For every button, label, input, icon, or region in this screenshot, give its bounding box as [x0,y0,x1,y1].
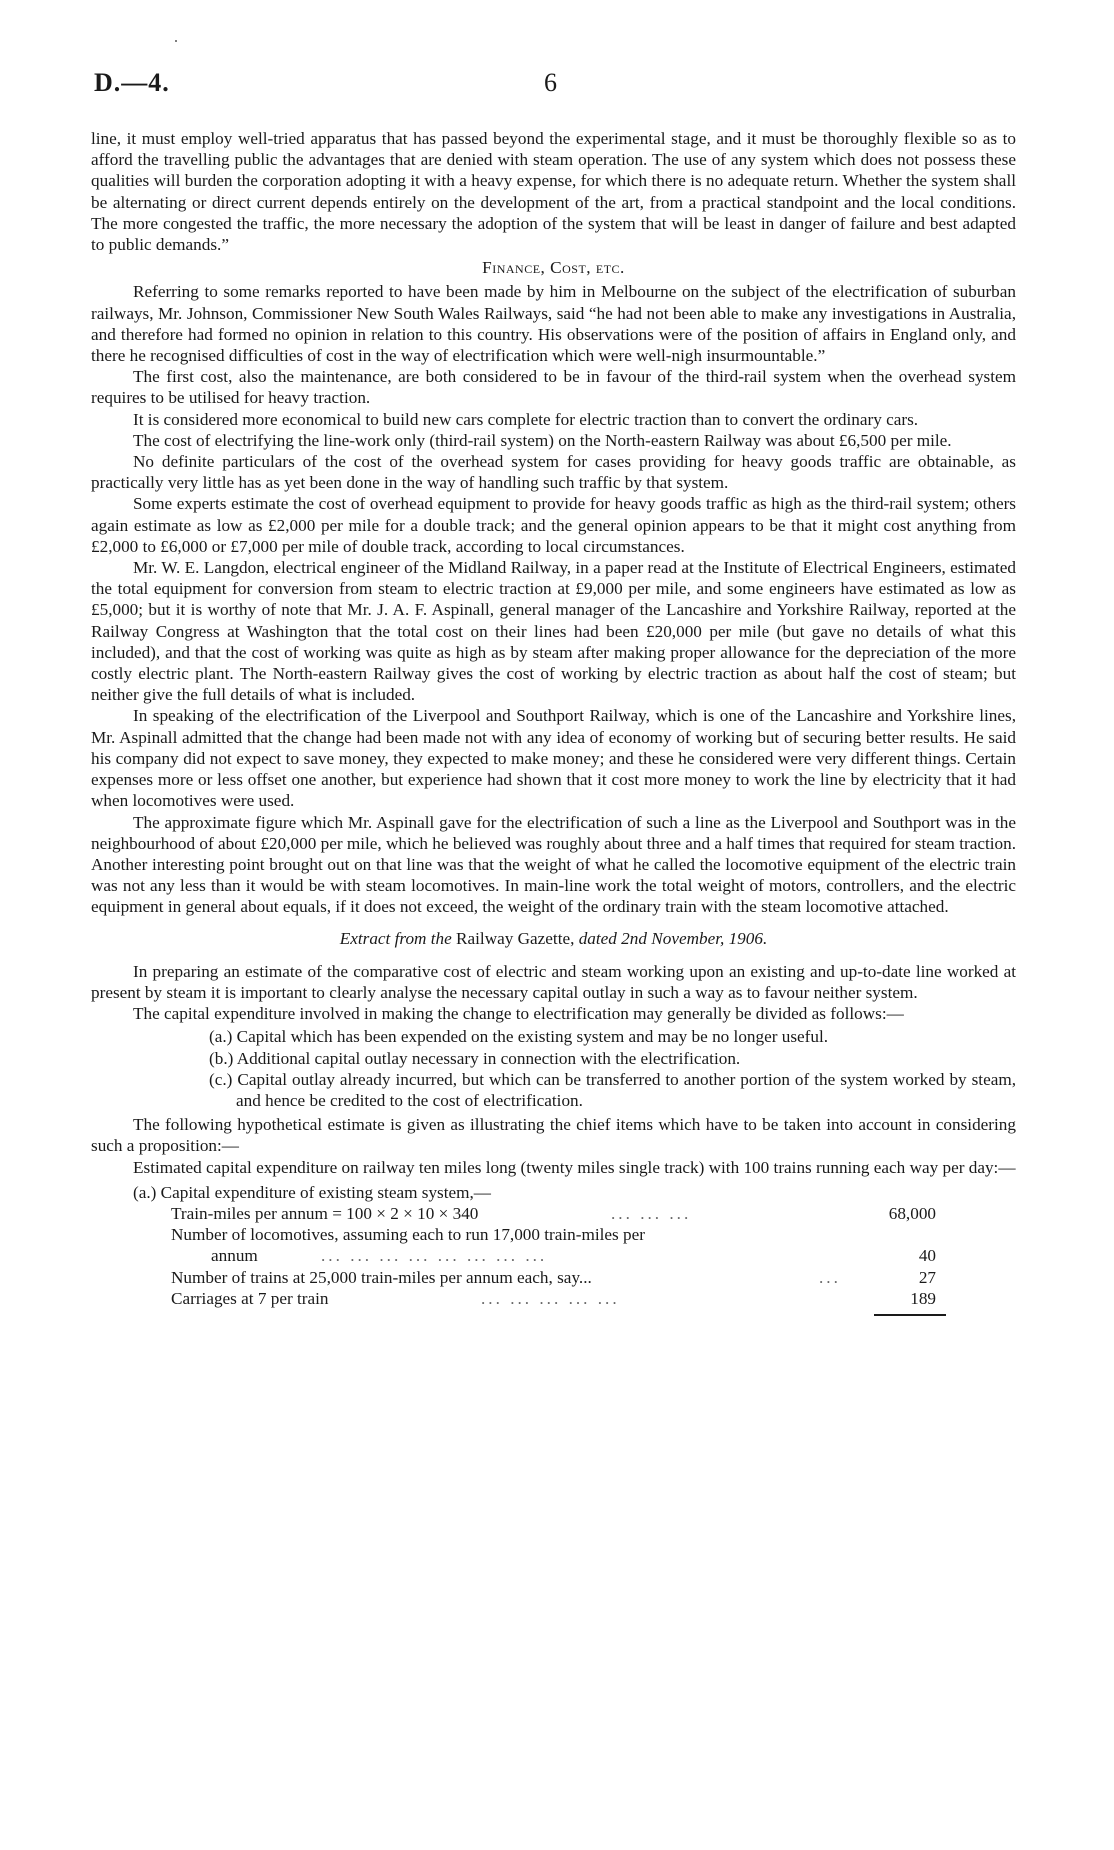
paragraph: The following hypothetical estimate is given as illustrating the chief items which have to be taken into account in considering such a proposition:— [91,1115,1016,1156]
estimate-caption: (a.) Capital expenditure of existing steam system,— [133,1182,491,1202]
paragraph: The first cost, also the maintenance, are both considered to be in favour of the third-rail system when the overhead system requires to be utilised for heavy traction. [91,367,1016,408]
estimate-row [91,1224,1016,1245]
estimate-row [91,1203,1016,1224]
paragraph: The cost of electrifying the line-work only (third-rail system) on the North-eastern Railway was about £6,500 per mile. [133,430,952,450]
paragraph: Mr. W. E. Langdon, electrical engineer of the Midland Railway, in a paper read at the Institute of Electrical Engineers, estimated the total equipment for conversion from steam to electric traction at £9,000 per mile, and some engineers have estimated as low as £5,000; but it is worthy of note that Mr. J. A. F. Aspinall, general manager of the Lancashire and Yorkshire Railway, reported at the Railway Congress at Washington that the total cost on their lines had been £20,000 per mile (but gave no details of what this included), and that the cost of working was quite as high as by steam after making proper allowance for the depreciation of the more costly electric plant. The North-eastern Railway gives the cost of working by electric traction as about half the cost of steam; but neither give the full details of what is included. [91,558,1016,705]
list-item: (a.) Capital which has been expended on the existing system and may be no longer useful. [209,1027,829,1047]
paragraph: Estimated capital expenditure on railway ten miles long (twenty miles single track) with 100 trains running each way per day:— [133,1157,1016,1177]
list-item: (c.) Capital outlay already incurred, but which can be transferred to another portion of the system worked by steam, and hence be credited to the cost of electrification. [209,1069,1017,1110]
paragraph: In preparing an estimate of the comparative cost of electric and steam working upon an existing and up-to-date line worked at present by steam it is important to clearly analyse the necessary capital outlay in such a way as to favour neither system. [91,961,1016,1002]
paragraph: No definite particulars of the cost of the overhead system for cases providing for heavy goods traffic are obtainable, as practically very little has as yet been done in the way of handling such traffic by that system. [91,452,1016,493]
extract-lead: Extract from the [339,928,452,948]
estimate-row [91,1267,1016,1288]
page-number: 6 [544,68,557,97]
paragraph: The approximate figure which Mr. Aspinall gave for the electrification of such a line as the Liverpool and Southport was in the neighbourhood of about £20,000 per mile, which he believed was roughly about three and a half times that required for steam traction. Another interesting point brought out on that line was that the weight of what he called the locomotive equipment of the electric train was not any less than it would be with steam locomotives. In main-line work the total weight of motors, controllers, and the electric equipment in general about equals, if it does not exceed, the weight of the ordinary train with the steam locomotive attached. [91,812,1016,917]
section-heading: Finance, Cost, etc. [482,258,625,278]
row-label: annum [211,1246,258,1266]
paragraph: In speaking of the electrification of the Liverpool and Southport Railway, which is one of the Lancashire and Yorkshire lines, Mr. Aspinall admitted that the change had been made not with any idea of economy of working but of securing better results. He said his company did not expect to save money, they expected to make money; and these he considered were very different things. Certain expenses more or less offset one another, but experience had shown that it cost more money to work the line by electricity that it had when locomotives were used. [91,706,1016,811]
total-rule [874,1314,946,1316]
leader-dots: ... [819,1267,841,1287]
paragraph: Some experts estimate the cost of overhead equipment to provide for heavy goods traffic as high as the third-rail system; others again estimate as low as £2,000 per mile for a double track; and the general opinion appears to be that it might cost anything from £2,000 to £6,000 or £7,000 per mile of double track, according to local circumstances. [91,494,1016,556]
row-value: 40 [918,1246,936,1266]
extract-publication: Railway Gazette, [456,928,575,948]
estimate-row [91,1245,1016,1266]
intro-paragraph: line, it must employ well-tried apparatus that has passed beyond the experimental stage, and it must be thoroughly flexible so as to afford the travelling public the advantages that are denied with steam operation. The use of any system which does not possess these qualities will burden the corporation adopting it with a heavy expense, for which there is no adequate return. Whether the system shall be alternating or direct current depends entirely on the development of the art, from a practical standpoint and the local conditions. The more congested the traffic, the more necessary the adoption of the system that will be least in danger of failure and best adapted to public demands.” [91,129,1016,255]
paragraph: Referring to some remarks reported to have been made by him in Melbourne on the subject of the electrification of suburban railways, Mr. Johnson, Commissioner New South Wales Railways, said “he had not been able to make any investigations in Australia, and therefore had formed no opinion in relation to this country. His observations were of the position of affairs in England only, and there he recognised difficulties of cost in the way of electrification which were well-nigh insurmountable.” [91,282,1016,366]
capital-list [91,1026,1016,1111]
extract-date: dated 2nd November, 1906. [578,928,768,948]
row-label: Number of locomotives, assuming each to run 17,000 train-miles per [171,1225,645,1245]
estimate-row [91,1288,1016,1309]
paragraph: It is considered more economical to build new cars complete for electric traction than to convert the ordinary cars. [133,409,919,429]
row-label: Train-miles per annum = 100 × 2 × 10 × 340 [171,1203,479,1223]
document-reference: D.—4. [94,68,170,97]
estimate-table [91,1182,1016,1317]
speck-mark [175,40,177,42]
row-label: Carriages at 7 per train [171,1288,329,1308]
row-label: Number of trains at 25,000 train-miles per annum each, say... [171,1267,592,1287]
total-rule-row [91,1309,1016,1317]
leader-dots: ... ... ... ... ... ... ... ... [321,1246,548,1266]
extract-heading [91,928,1016,949]
page-header [94,68,1014,108]
row-value: 189 [910,1288,936,1308]
row-value: 27 [918,1267,936,1287]
leader-dots: ... ... ... ... ... [481,1288,620,1308]
row-value: 68,000 [888,1203,936,1223]
paragraph: The capital expenditure involved in making the change to electrification may generally be divided as follows:— [133,1004,904,1024]
list-item: (b.) Additional capital outlay necessary in connection with the electrification. [209,1048,741,1068]
leader-dots: ... ... ... [611,1203,692,1223]
document-body [91,128,1016,1317]
